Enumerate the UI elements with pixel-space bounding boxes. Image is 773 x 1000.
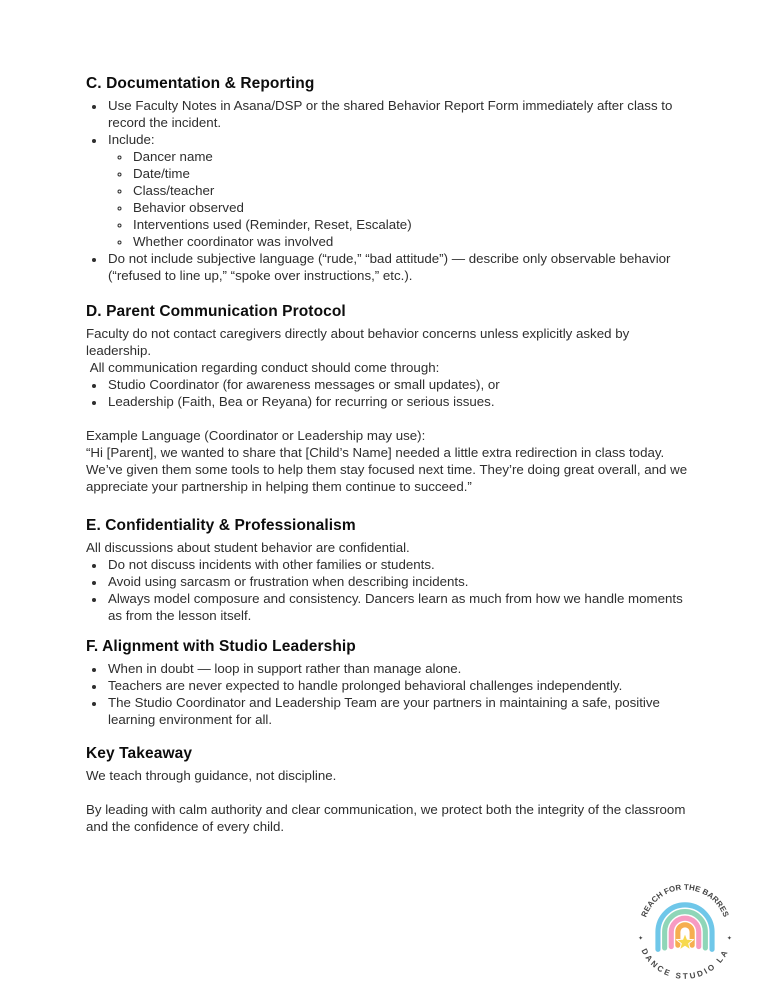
bullet-item (106, 131, 690, 250)
studio-logo-svg (630, 876, 740, 986)
blank-line (86, 784, 690, 801)
bullet-item: • The Studio Coordinator and Leadership Team are your partners in maintaining a safe, positive learning environment for all. (106, 694, 690, 728)
sub-bullet-item: ◦ Interventions used (Reminder, Reset, Escalate) (131, 216, 690, 233)
example-language-label: Example Language (Coordinator or Leadership may use): (86, 428, 426, 443)
blank-line (86, 410, 690, 427)
paragraph: All communication regarding conduct should come through: (86, 360, 440, 375)
logo-arc-text-bottom-wrap (639, 947, 730, 981)
bullet-item: • Always model composure and consistency. Dancers learn as much from how we handle moments as from the lesson itself. (106, 590, 690, 624)
sub-bullet-item: ◦ Date/time (131, 165, 690, 182)
sub-bullet-item: ◦ Class/teacher (131, 182, 690, 199)
section-e-heading: E. Confidentiality & Professionalism (86, 517, 356, 534)
section-c-heading: C. Documentation & Reporting (86, 75, 315, 92)
sub-bullet-item: ◦ Behavior observed (131, 199, 690, 216)
section-f-heading: F. Alignment with Studio Leadership (86, 638, 356, 655)
logo-arc-text-top: REACH FOR THE BARRES (639, 882, 731, 919)
logo-arc-text-bottom: DANCE STUDIO LA (639, 947, 731, 981)
paragraph: All discussions about student behavior are confidential. (86, 540, 410, 555)
bullet-item: • Do not include subjective language (“rude,” “bad attitude”) — describe only observable behavior (“refused to line up,” “spoke over instructions,” etc.). (106, 250, 690, 284)
paragraph: We teach through guidance, not discipline. (86, 768, 337, 783)
sub-bullet-item: ◦ Whether coordinator was involved (131, 233, 690, 250)
bullet-item: • Avoid using sarcasm or frustration when describing incidents. (106, 573, 690, 590)
paragraph: Faculty do not contact caregivers directly about behavior concerns unless explicitly asked by leadership. (86, 326, 630, 358)
document-page (86, 74, 690, 835)
bullet-item-label: Include: (108, 132, 155, 147)
key-takeaway-heading: Key Takeaway (86, 745, 193, 762)
bullet-item: • Leadership (Faith, Bea or Reyana) for recurring or serious issues. (106, 393, 690, 410)
sparkle-left-icon: ✦ (638, 936, 644, 943)
sub-bullet-item: ◦ Dancer name (131, 148, 690, 165)
paragraph: By leading with calm authority and clear communication, we protect both the integrity of the classroom and the confidence of every child. (86, 802, 686, 834)
include-sublist (108, 148, 690, 250)
example-language-quote: “Hi [Parent], we wanted to share that [Child’s Name] needed a little extra redirection in class today. We’ve given them some tools to help them stay focused next time. They’re doing great overall, and we appreciate your partnership in helping them continue to succeed.” (86, 445, 688, 494)
section-e-list (86, 556, 690, 624)
studio-logo (630, 876, 740, 986)
bullet-item: • Do not discuss incidents with other families or students. (106, 556, 690, 573)
sparkle-right-icon: ✦ (726, 936, 732, 943)
section-c-list (86, 97, 690, 284)
bullet-item: • Studio Coordinator (for awareness messages or small updates), or (106, 376, 690, 393)
section-f-list (86, 660, 690, 728)
bullet-item: • Teachers are never expected to handle prolonged behavioral challenges independently. (106, 677, 690, 694)
bullet-item: • When in doubt — loop in support rather than manage alone. (106, 660, 690, 677)
section-d-heading: D. Parent Communication Protocol (86, 303, 346, 320)
section-d-list (86, 376, 690, 410)
bullet-item: • Use Faculty Notes in Asana/DSP or the shared Behavior Report Form immediately after class to record the incident. (106, 97, 690, 131)
